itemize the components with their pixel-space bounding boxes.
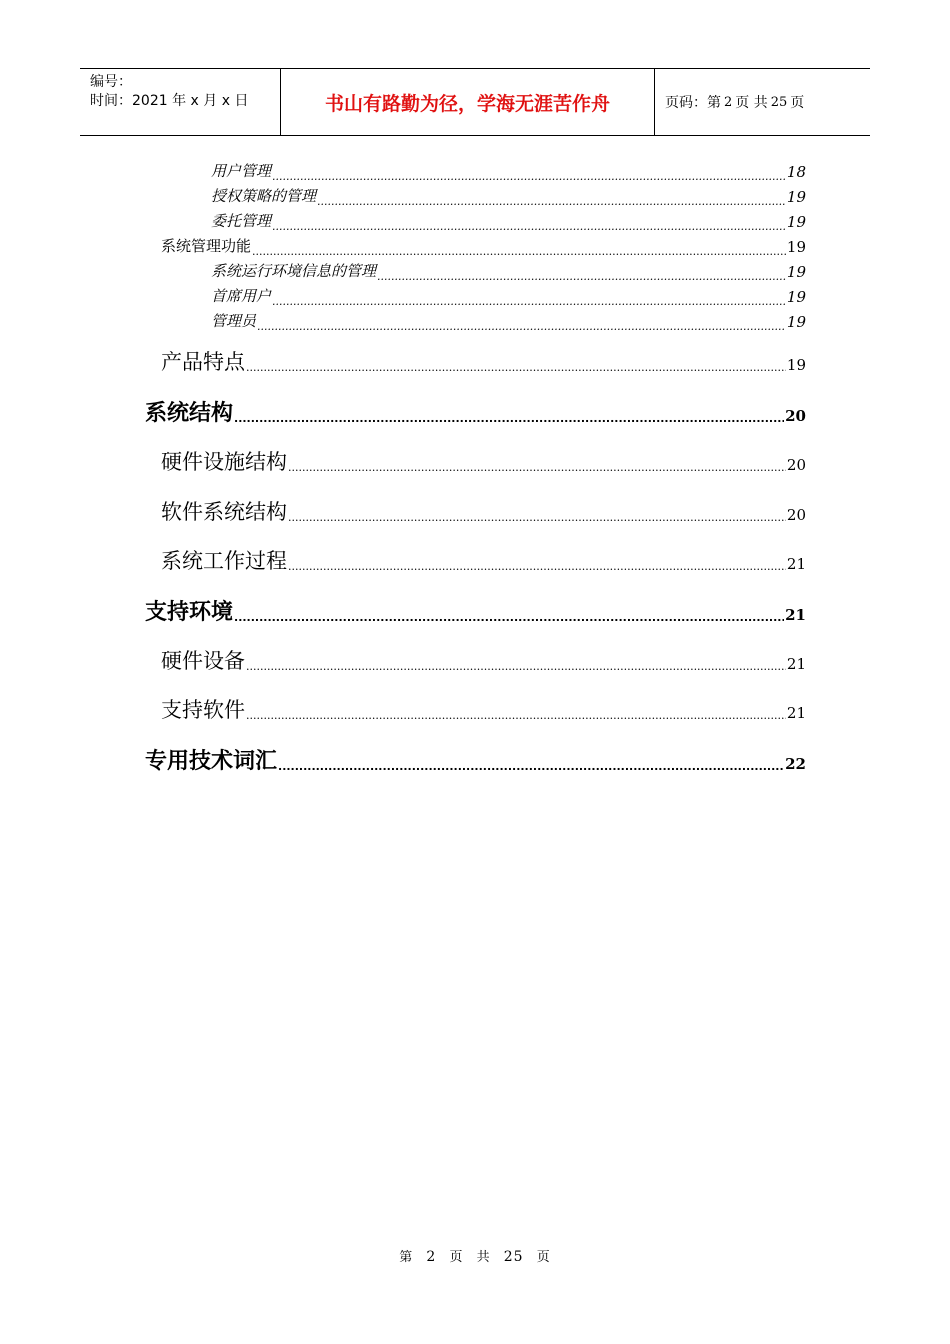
toc-entry-label: 系统运行环境信息的管理 — [211, 262, 377, 280]
toc-leader-dots — [288, 564, 786, 575]
document-time-label: 时间：2021 年 x 月 x 日 — [90, 93, 249, 109]
toc-entry-page: 19 — [786, 188, 806, 206]
document-number-label: 编号： — [90, 74, 132, 90]
header-page-prefix: 页码：第 — [665, 95, 721, 111]
toc-leader-dots — [272, 220, 786, 231]
toc-entry-runtime-environment[interactable] — [211, 260, 806, 281]
header-meta — [80, 69, 281, 135]
page-header — [80, 68, 870, 136]
toc-entry-work-process[interactable] — [161, 545, 806, 575]
toc-leader-dots — [288, 465, 786, 476]
toc-leader-dots — [272, 295, 786, 306]
footer-mid: 页 — [449, 1250, 464, 1265]
toc-entry-page: 20 — [786, 506, 806, 524]
toc-entry-hardware-equipment[interactable] — [161, 645, 806, 675]
header-page-mid: 页 共 — [735, 95, 768, 111]
toc-leader-dots — [246, 664, 786, 675]
toc-leader-dots — [246, 365, 786, 376]
toc-entry-label: 支持软件 — [161, 698, 245, 722]
toc-entry-page: 21 — [786, 555, 806, 573]
toc-entry-authorization-policy[interactable] — [211, 185, 806, 206]
toc-entry-product-features[interactable] — [161, 346, 806, 376]
toc-entry-label: 首席用户 — [211, 287, 272, 305]
toc-entry-label: 软件系统结构 — [161, 500, 287, 524]
toc-entry-label: 授权策略的管理 — [211, 187, 317, 205]
toc-entry-label: 专用技术词汇 — [145, 749, 278, 774]
toc-leader-dots — [252, 245, 786, 256]
header-page-info — [655, 69, 870, 135]
header-page-current: 2 — [724, 94, 733, 110]
toc-entry-software-structure[interactable] — [161, 496, 806, 526]
toc-entry-page: 21 — [786, 704, 806, 722]
toc-leader-dots — [278, 764, 784, 775]
page-footer — [0, 1246, 950, 1265]
toc-entry-page: 19 — [786, 288, 806, 306]
footer-suffix: 页 — [536, 1250, 551, 1265]
toc-entry-label: 用户管理 — [211, 162, 272, 180]
toc-entry-page: 19 — [786, 263, 806, 281]
toc-entry-label: 系统结构 — [145, 401, 234, 426]
header-motto: 书山有路勤为径，学海无涯苦作舟 — [281, 69, 655, 135]
toc-leader-dots — [377, 270, 786, 281]
toc-entry-label: 硬件设施结构 — [161, 450, 287, 474]
toc-entry-label: 支持环境 — [145, 600, 234, 625]
toc-entry-label: 系统管理功能 — [161, 237, 252, 255]
toc-entry-label: 产品特点 — [161, 350, 245, 374]
toc-entry-glossary[interactable] — [145, 744, 806, 775]
toc-entry-hardware-structure[interactable] — [161, 446, 806, 476]
toc-leader-dots — [234, 416, 784, 427]
toc-entry-label: 硬件设备 — [161, 649, 245, 673]
footer-prefix: 第 — [399, 1250, 414, 1265]
toc-entry-system-management[interactable] — [161, 235, 806, 256]
toc-leader-dots — [257, 320, 786, 331]
toc-leader-dots — [246, 713, 786, 724]
toc-entry-delegation[interactable] — [211, 210, 806, 231]
toc-entry-user-management[interactable] — [211, 160, 806, 181]
toc-leader-dots — [272, 170, 786, 181]
toc-entry-support-environment[interactable] — [145, 595, 806, 626]
toc-entry-page: 19 — [786, 213, 806, 231]
toc-entry-page: 21 — [786, 655, 806, 673]
toc-entry-support-software[interactable] — [161, 694, 806, 724]
header-page-suffix: 页 — [790, 95, 805, 111]
toc-entry-page: 20 — [786, 456, 806, 474]
header-page-total: 25 — [770, 94, 788, 110]
toc-entry-system-structure[interactable] — [145, 396, 806, 427]
toc-entry-label: 管理员 — [211, 312, 257, 330]
toc-entry-page: 19 — [786, 313, 806, 331]
toc-entry-page: 22 — [785, 755, 806, 773]
toc-leader-dots — [288, 515, 786, 526]
toc-entry-page: 19 — [786, 356, 806, 374]
toc-entry-page: 21 — [785, 606, 806, 624]
toc-entry-page: 19 — [786, 238, 806, 256]
toc-entry-label: 系统工作过程 — [161, 549, 287, 573]
toc-entry-administrator[interactable] — [211, 310, 806, 331]
toc-entry-page: 18 — [786, 163, 806, 181]
toc-leader-dots — [234, 615, 784, 626]
footer-page-total: 25 — [503, 1249, 524, 1265]
toc-entry-label: 委托管理 — [211, 212, 272, 230]
footer-total-prefix: 共 — [476, 1250, 491, 1265]
footer-page-current: 2 — [426, 1249, 437, 1265]
toc-leader-dots — [317, 195, 786, 206]
toc-entry-chief-user[interactable] — [211, 285, 806, 306]
toc-entry-page: 20 — [785, 407, 806, 425]
